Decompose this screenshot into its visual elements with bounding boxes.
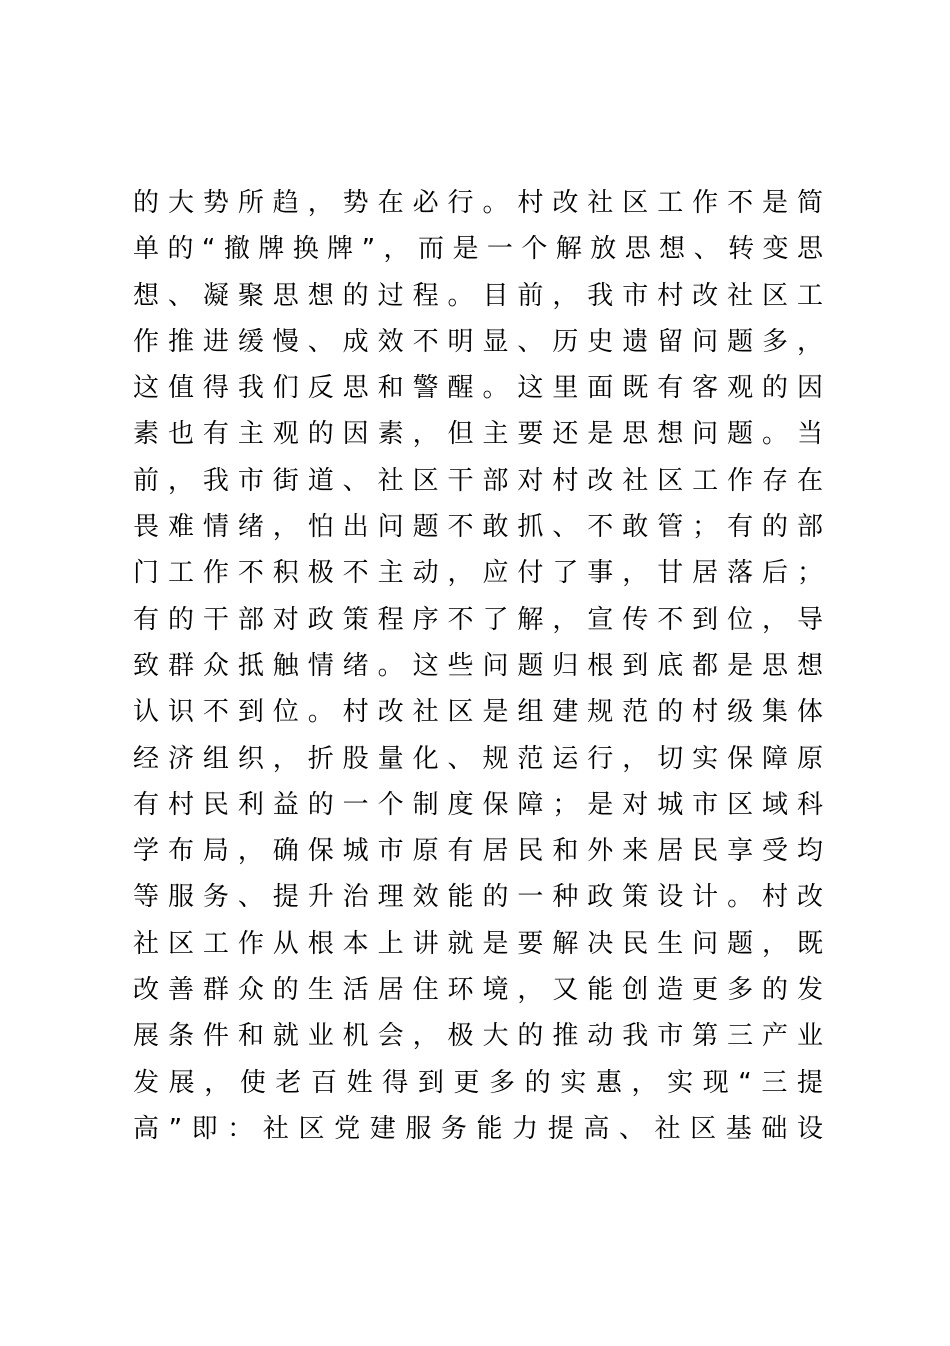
text-line: 前，我市街道、社区干部对村改社区工作存在 [133,465,823,496]
text-line: 展条件和就业机会，极大的推动我市第三产业 [133,1021,823,1052]
text-line: 畏难情绪，怕出问题不敢抓、不敢管；有的部 [133,512,823,543]
text-line: 致群众抵触情绪。这些问题归根到底都是思想 [133,650,823,681]
text-line: 有村民利益的一个制度保障；是对城市区域科 [133,789,823,820]
body-paragraph [133,180,823,1152]
text-line: 学布局，确保城市原有居民和外来居民享受均 [133,836,823,867]
text-line: 社区工作从根本上讲就是要解决民生问题，既 [133,928,823,959]
text-line: 想、凝聚思想的过程。目前，我市村改社区工 [133,280,823,311]
text-line: 作推进缓慢、成效不明显、历史遗留问题多， [133,326,823,357]
text-line: 高”即：社区党建服务能力提高、社区基础设 [133,1113,823,1144]
text-line: 有的干部对政策程序不了解，宣传不到位，导 [133,604,823,635]
text-line: 的大势所趋，势在必行。村改社区工作不是简 [133,188,823,218]
text-line: 经济组织，折股量化、规范运行，切实保障原 [133,743,823,774]
text-line: 发展，使老百姓得到更多的实惠，实现“三提 [133,1067,823,1098]
text-line: 这值得我们反思和警醒。这里面既有客观的因 [133,373,823,404]
text-line: 单的“撤牌换牌”，而是一个解放思想、转变思 [133,234,823,265]
text-line: 认识不到位。村改社区是组建规范的村级集体 [133,697,823,728]
text-line: 门工作不积极不主动，应付了事，甘居落后； [133,558,823,589]
text-line: 等服务、提升治理效能的一种政策设计。村改 [133,882,823,913]
text-line: 改善群众的生活居住环境，又能创造更多的发 [133,975,823,1006]
text-line: 素也有主观的因素，但主要还是思想问题。当 [133,419,823,450]
